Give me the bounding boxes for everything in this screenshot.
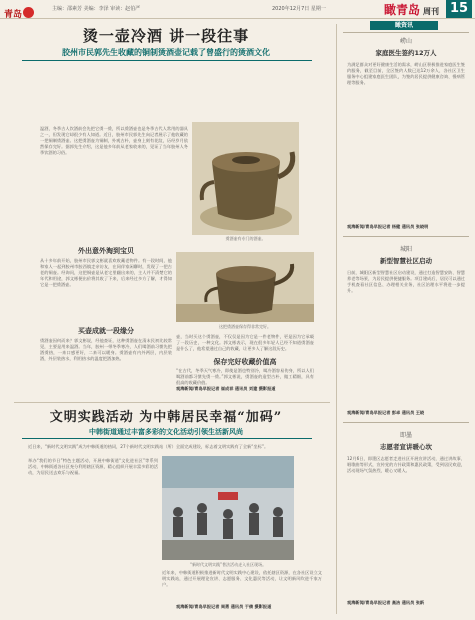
editor-info: 主编：邵素芳 美编：李泽 审读：赵伯严 [52, 6, 141, 12]
story-divider [14, 402, 330, 403]
story2-para-2: 举办“我们的节日”特色主题活动，开展中韩街道“文化进社区”等系列活动，中韩街道各社区充分利用辖区资源，精心组织开展丰富多彩的活动，为居民送去欢乐与祝福。 [28, 458, 158, 475]
story2-subtitle: 中韩街道通过丰富多彩的文化活动引领生活新风尚 [89, 428, 243, 436]
column-divider [336, 24, 337, 614]
sidebar-top-label: 瞰资讯 [370, 21, 438, 30]
story1-para-1: 温酒，冬季古人饮酒前会先把它烫一烫，所以烫酒壶也是冬季古代人常用的器具之一，但发现它却很少有人知道。近日，胶州市民郭先生向记者展示了他收藏的一把铜制烫酒壶。这把烫酒壶为铜制，外观古朴，壶身上刻有花纹，历经岁月依然保存完好。据郭先生介绍，这是他多年前从老家收来的，见证了当年胶州人冬季饮酒的习俗。 [40, 126, 188, 155]
news1-title: 家庭医生签约12万人 [375, 49, 437, 57]
story2-title: 文明实践活动 为中韩居民幸福“加码” [49, 410, 283, 425]
story2-credit: 观海新闻/青岛早报记者 周勇 通讯员 于倩 摄影报道 [176, 604, 272, 609]
news1-credit: 观海新闻/青岛早报记者 杨健 通讯员 张晓明 [347, 224, 429, 229]
logo-circle-icon [23, 7, 34, 18]
story1-heading-2: 买壶成就一段缘分 [78, 327, 134, 335]
story1-credit: 观海新闻/青岛早报记者 崔成祥 通讯员 刘建 摄影报道 [176, 386, 276, 391]
story1-para-4: 壶，当时买这个烫酒壶，不仅仅是因为它是一件老物件，更是因为它承载了一段历史，一种文化。郭文彬表示，现在很多年轻人已经不知道烫酒壶是什么了，他希望通过自己的收藏，让更多人了解这段历史。 [176, 334, 314, 351]
logo-text: 青岛 [4, 10, 23, 20]
story2-rule [22, 438, 312, 439]
photo3-caption: “新时代文明实践”普法活动走入社区现场。 [189, 562, 267, 567]
story1-heading-3: 保存完好收藏价值高 [213, 358, 277, 366]
sidebar-rule-3 [343, 422, 469, 423]
story1-heading-1: 外出意外淘到宝贝 [78, 247, 134, 255]
wine-pot-photo-2 [176, 252, 314, 322]
news3-place: 即墨 [399, 432, 412, 439]
news3-body: 12月6日，即墨区志愿者走进社区开展宣讲活动，通过讲故事、唱歌曲等形式，宣传党的方针政策和惠民政策，受到居民欢迎，活动现场气氛热烈，暖心又暖人。 [347, 456, 465, 473]
news1-place: 崂山 [399, 38, 412, 45]
story2-para-1: 近日来，“新时代文明实践”成为中韩街道的热词，27个新时代文明实践站（所）全面完成建设，标志着文明实践有了全新“坐标”。 [28, 444, 269, 449]
news2-title: 新型智慧社区启动 [380, 257, 432, 265]
news3-credit: 观海新闻/青岛早报记者 高洁 通讯员 张新 [347, 600, 425, 605]
story1-para-3: 烫酒壶因何而来？郭文彬说，经他查证，这种烫酒壶在清末民初比较常见，主要是用来温酒。当年，胶州一带冬季寒冷，人们喝酒前习惯先把酒烫热，一来口感更好，二来可以暖身。烫酒壶有内外两层，内层装酒，外层装热水，利用热水的温度把酒加热。 [40, 338, 172, 361]
news3-title: 志愿者宣讲暖心坎 [380, 443, 432, 451]
section-brand: 瞰青岛 周刊 [383, 3, 439, 17]
photo1-caption: 烫酒壶有专门的酒壶。 [225, 236, 266, 241]
activity-photo [162, 456, 294, 560]
story1-subtitle: 胶州市民郭先生收藏的铜制烫酒壶记载了曾盛行的烫酒文化 [62, 48, 270, 57]
story1-title: 烫一壶冷酒 讲一段往事 [82, 27, 250, 45]
story1-para-2: 从十多年前开始，胶州市民郭文彬就喜欢收藏老物件。有一段时间，他和家人一起到胶州市胶西镇走亲访友，在同伴家闲聊时，发现了一把古老的铜壶。经询问，这把铜壶是从老宅里翻出来的，主人并不清楚它的年代和用途，郭文彬便出价将其收了下来，后来经过多方了解，才得知它是一把烫酒壶。 [40, 258, 172, 287]
news1-body: 为满足群众对更好健康生活的需求，崂山区积极推进家庭医生签约服务，截至目前，全区签约人数已达12万余人，各社区卫生服务中心组建家庭医生团队，为签约居民提供健康咨询、慢病管理等服务。 [347, 62, 465, 85]
photo2-caption: 这把烫酒壶保存得非常完好。 [219, 324, 271, 329]
wine-pot-photo [192, 122, 299, 235]
story2-para-3: 近年来，中韩街道积极推进新时代文明实践中心建设，依托辖区资源，在各社区设立文明实践站，通过开展理论宣讲、志愿服务、文化惠民等活动，让文明新风吹进千家万户。 [162, 570, 322, 587]
news2-place: 城阳 [399, 246, 412, 253]
title-rule [22, 60, 312, 61]
story1-para-5: “在古代，冬季天气寒冷，即使是酒也特别冷，喝冷酒容易伤身，所以人们喝酒前都习惯先烫一烫。”郭文彬说，烫酒壶的造型古朴，做工精细，具有很高的收藏价值。 [176, 368, 314, 385]
issue-date: 2020年12月7日 星期一 [272, 6, 326, 12]
newspaper-logo [4, 2, 46, 20]
news2-body: 日前，城阳区新型智慧社区启动建设，通过打造智慧安防、智慧养老等场景，为居民提供便捷服务。项目建成后，居民可以通过手机查看社区信息、办理相关业务，社区治理水平将进一步提升。 [347, 270, 465, 293]
sidebar-rule-2 [343, 236, 469, 237]
page-header [0, 0, 475, 19]
page-number: 15 [446, 0, 472, 18]
news2-credit: 观海新闻/青岛早报记者 彭卓 通讯员 王晓 [347, 410, 425, 415]
sidebar-rule [343, 32, 469, 33]
